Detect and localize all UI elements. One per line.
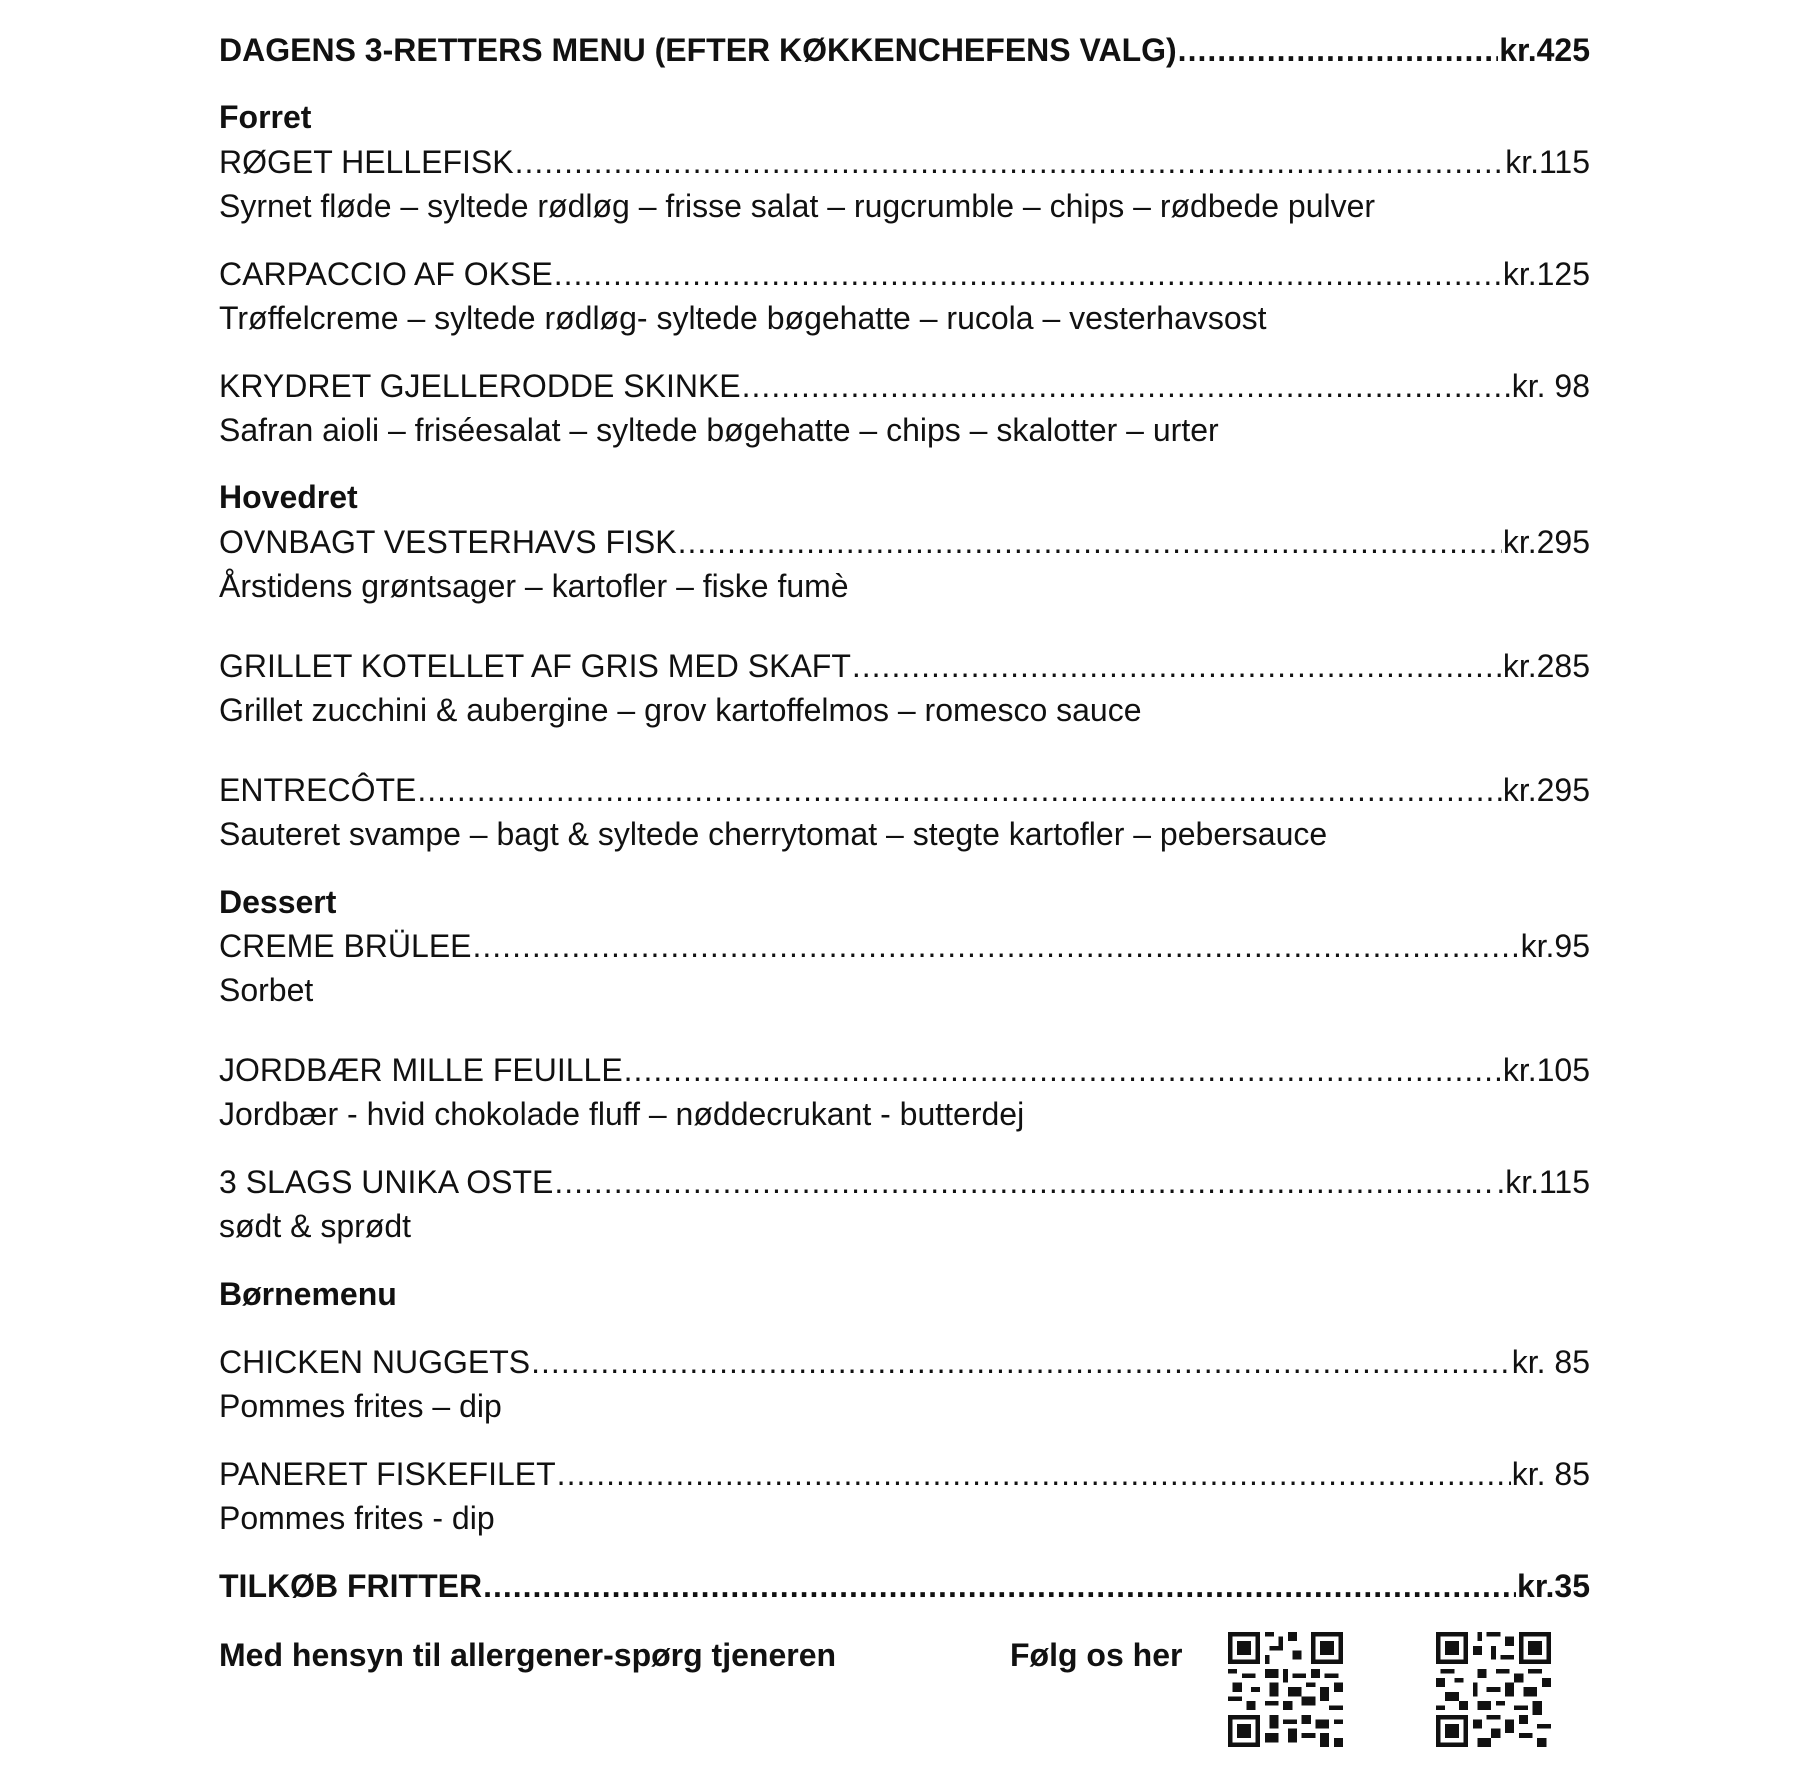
- daily-menu-line: [219, 30, 1590, 70]
- menu-item: [219, 770, 1590, 810]
- extra-name: TILKØB FRITTER: [219, 1568, 483, 1604]
- item-price: kr.295: [1502, 772, 1590, 808]
- menu-item: [219, 366, 1590, 406]
- section-heading-dessert: Dessert: [219, 884, 337, 920]
- item-name: 3 SLAGS UNIKA OSTE: [219, 1164, 554, 1200]
- qr-code-icon[interactable]: [1436, 1632, 1551, 1747]
- qr-code-icon[interactable]: [1228, 1632, 1343, 1747]
- item-price: .kr.115: [1496, 1164, 1590, 1200]
- section-heading-hovedret: Hovedret: [219, 479, 358, 515]
- qr-code-graphic: [1228, 1632, 1343, 1747]
- qr-code-graphic: [1436, 1632, 1551, 1747]
- menu-item: [219, 1162, 1590, 1202]
- extra-price: kr.35: [1517, 1568, 1590, 1604]
- menu-item: [219, 1342, 1590, 1382]
- leader-dots: [678, 522, 1502, 562]
- leader-dots: [852, 646, 1502, 686]
- item-price: kr.95: [1520, 928, 1590, 964]
- item-name: ENTRECÔTE: [219, 772, 417, 808]
- item-description: sødt & sprødt: [219, 1208, 412, 1244]
- daily-menu-name: DAGENS 3-RETTERS MENU (EFTER KØKKENCHEFENS VALG): [219, 32, 1177, 68]
- item-price: kr. 85: [1511, 1456, 1590, 1492]
- follow-us-label: Følg os her: [1010, 1637, 1183, 1673]
- item-name: CREME BRÜLEE: [219, 928, 472, 964]
- item-name: RØGET HELLEFISK: [219, 144, 514, 180]
- menu-item: [219, 646, 1590, 686]
- item-description: Safran aioli – friséesalat – syltede bøgehatte – chips – skalotter – urter: [219, 412, 1219, 448]
- item-price: kr.115: [1505, 144, 1590, 180]
- item-price: kr.105: [1502, 1052, 1590, 1088]
- item-price: kr. 85: [1511, 1344, 1590, 1380]
- leader-dots: [473, 926, 1520, 966]
- item-price: kr.285: [1502, 648, 1590, 684]
- item-description: Syrnet fløde – syltede rødløg – frisse salat – rugcrumble – chips – rødbede pulver: [219, 188, 1376, 224]
- leader-dots: [742, 366, 1511, 406]
- daily-menu-price: kr.425: [1499, 32, 1590, 68]
- item-description: Sorbet: [219, 972, 314, 1008]
- leader-dots: [557, 1454, 1511, 1494]
- menu-item: [219, 142, 1590, 182]
- item-description: Grillet zucchini & aubergine – grov kartoffelmos – romesco sauce: [219, 692, 1142, 728]
- menu-item: [219, 926, 1590, 966]
- item-description: Jordbær - hvid chokolade fluff – nøddecrukant - butterdej: [219, 1096, 1025, 1132]
- leader-dots: [624, 1050, 1502, 1090]
- item-price: kr.125: [1502, 256, 1590, 292]
- item-name: OVNBAGT VESTERHAVS FISK: [219, 524, 677, 560]
- section-heading-forret: Forret: [219, 99, 312, 135]
- leader-dots: [554, 1162, 1495, 1202]
- leader-dots: [531, 1342, 1511, 1382]
- item-name: CHICKEN NUGGETS: [219, 1344, 531, 1380]
- item-name: JORDBÆR MILLE FEUILLE: [219, 1052, 623, 1088]
- leader-dots: [515, 142, 1505, 182]
- item-price: kr. 98: [1511, 368, 1590, 404]
- item-description: Pommes frites – dip: [219, 1388, 502, 1424]
- menu-item: [219, 1454, 1590, 1494]
- leader-dots: [483, 1566, 1516, 1606]
- leader-dots: [554, 254, 1502, 294]
- allergen-note: Med hensyn til allergener-spørg tjeneren: [219, 1637, 837, 1673]
- item-description: Trøffelcreme – syltede rødløg- syltede bøgehatte – rucola – vesterhavsost: [219, 300, 1267, 336]
- item-name: CARPACCIO AF OKSE: [219, 256, 553, 292]
- extra-fries-line: [219, 1566, 1590, 1606]
- item-name: KRYDRET GJELLERODDE SKINKE: [219, 368, 741, 404]
- item-description: Sauteret svampe – bagt & syltede cherrytomat – stegte kartofler – pebersauce: [219, 816, 1328, 852]
- menu-item: [219, 254, 1590, 294]
- item-description: Årstidens grøntsager – kartofler – fiske fumè: [219, 568, 849, 604]
- item-name: GRILLET KOTELLET AF GRIS MED SKAFT: [219, 648, 851, 684]
- item-name: PANERET FISKEFILET: [219, 1456, 556, 1492]
- leader-dots: [1178, 30, 1499, 70]
- section-heading-bornemenu: Børnemenu: [219, 1276, 397, 1312]
- item-price: kr.295: [1502, 524, 1590, 560]
- leader-dots: [417, 770, 1501, 810]
- menu-item: [219, 1050, 1590, 1090]
- menu-item: [219, 522, 1590, 562]
- item-description: Pommes frites - dip: [219, 1500, 495, 1536]
